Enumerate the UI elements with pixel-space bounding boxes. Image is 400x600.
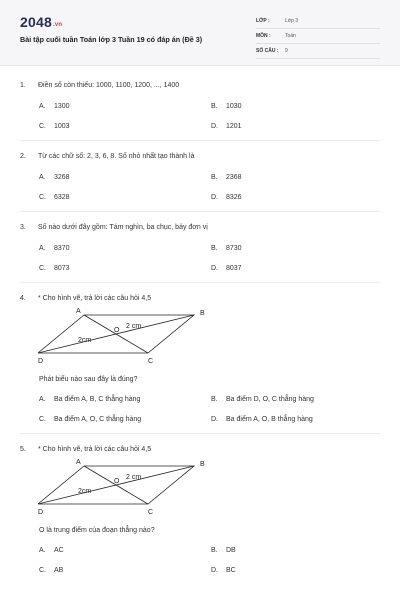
- option-text: 2368: [226, 174, 242, 181]
- question-3: [20, 212, 380, 283]
- vertex-label-a: A: [76, 308, 81, 315]
- meta-key: LỚP :: [256, 18, 270, 24]
- question-stem: Điền số còn thiếu: 1000, 1100, 1200, ..., 1400: [38, 82, 180, 89]
- segment-label-top: 2 cm: [126, 474, 142, 481]
- parallelogram-diagram: [38, 457, 218, 519]
- answer-option-c[interactable]: [39, 194, 211, 201]
- answer-option-d[interactable]: [211, 194, 383, 201]
- answer-options: [20, 103, 380, 130]
- site-logo[interactable]: [20, 14, 62, 30]
- option-text: Ba điểm D, O, C thẳng hàng: [226, 396, 314, 403]
- option-letter: B.: [211, 396, 218, 403]
- answer-option-b[interactable]: [211, 174, 383, 181]
- option-letter: A.: [39, 245, 46, 252]
- question-text: [20, 82, 380, 89]
- meta-row-subject: [256, 29, 380, 44]
- segment-label-top: 2 cm: [126, 323, 142, 330]
- parallelogram-figure: [20, 306, 380, 368]
- vertex-label-c: C: [148, 509, 154, 516]
- answer-option-d[interactable]: [211, 567, 383, 574]
- vertex-label-c: C: [148, 358, 154, 365]
- question-5: [20, 434, 380, 584]
- option-text: BC: [226, 567, 236, 574]
- option-letter: B.: [211, 174, 218, 181]
- question-4: [20, 283, 380, 434]
- question-number: 5.: [20, 446, 26, 453]
- question-stem: Số nào dưới đây gồm: Tám nghìn, ba chục, bảy đơn vị: [38, 224, 208, 231]
- option-text: 6328: [54, 194, 70, 201]
- logo-text: 2048: [20, 14, 52, 30]
- option-text: Ba điểm A, O, B thẳng hàng: [226, 416, 313, 423]
- option-letter: B.: [211, 547, 218, 554]
- answer-option-c[interactable]: [39, 416, 211, 423]
- vertex-label-b: B: [200, 461, 205, 468]
- question-number: 3.: [20, 224, 26, 231]
- answer-option-d[interactable]: [211, 265, 383, 272]
- worksheet-title: Bài tập cuối tuần Toán lớp 3 Tuần 19 có đáp án (Đề 3): [20, 35, 203, 44]
- option-text: Ba điểm A, O, C thẳng hàng: [54, 416, 142, 423]
- answer-option-b[interactable]: [211, 547, 383, 554]
- meta-row-class: [256, 14, 380, 29]
- answer-option-b[interactable]: [211, 396, 383, 403]
- segment-label-left: 2cm: [78, 337, 92, 344]
- option-text: 8073: [54, 265, 70, 272]
- option-letter: A.: [39, 103, 46, 110]
- answer-option-a[interactable]: [39, 547, 211, 554]
- meta-key: SỐ CÂU :: [256, 48, 279, 54]
- answer-option-d[interactable]: [211, 123, 383, 130]
- option-letter: B.: [211, 245, 218, 252]
- answer-option-c[interactable]: [39, 123, 211, 130]
- answer-option-a[interactable]: [39, 245, 211, 252]
- question-stem: * Cho hình vẽ, trả lời các câu hỏi 4,5: [38, 295, 152, 302]
- option-letter: D.: [211, 416, 218, 423]
- option-text: Ba điểm A, B, C thẳng hàng: [54, 396, 141, 403]
- meta-row-count: [256, 44, 380, 59]
- question-number: 4.: [20, 295, 26, 302]
- answer-options: [20, 396, 380, 423]
- worksheet-header: [0, 0, 400, 66]
- question-text: [20, 446, 380, 453]
- question-prompt: Phát biểu nào sau đây là đúng?: [39, 376, 138, 383]
- option-letter: A.: [39, 174, 46, 181]
- option-letter: C.: [39, 194, 46, 201]
- option-text: 1201: [226, 123, 242, 130]
- option-text: 1003: [54, 123, 70, 130]
- option-letter: C.: [39, 567, 46, 574]
- option-text: 8370: [54, 245, 70, 252]
- center-label-o: O: [114, 327, 120, 334]
- vertex-label-b: B: [200, 310, 205, 317]
- option-text: DB: [226, 547, 236, 554]
- question-1: [20, 66, 380, 141]
- question-stem: * Cho hình vẽ, trả lời các câu hỏi 4,5: [38, 446, 152, 453]
- option-text: AC: [54, 547, 64, 554]
- logo-suffix: .vn: [52, 22, 63, 28]
- option-letter: D.: [211, 567, 218, 574]
- meta-value: Lớp 3: [285, 18, 299, 24]
- segment-label-left: 2cm: [78, 488, 92, 495]
- option-text: 8730: [226, 245, 242, 252]
- option-letter: A.: [39, 396, 46, 403]
- meta-value: Toán: [285, 33, 296, 39]
- answer-option-a[interactable]: [39, 174, 211, 181]
- answer-option-b[interactable]: [211, 103, 383, 110]
- center-label-o: O: [114, 478, 120, 485]
- option-text: 8326: [226, 194, 242, 201]
- question-number: 2.: [20, 153, 26, 160]
- option-letter: B.: [211, 103, 218, 110]
- parallelogram-figure: [20, 457, 380, 519]
- meta-key: MÔN :: [256, 33, 271, 39]
- answer-option-b[interactable]: [211, 245, 383, 252]
- option-text: 1030: [226, 103, 242, 110]
- option-text: 3268: [54, 174, 70, 181]
- answer-options: [20, 174, 380, 201]
- option-letter: A.: [39, 547, 46, 554]
- question-2: [20, 141, 380, 212]
- answer-option-c[interactable]: [39, 567, 211, 574]
- answer-option-a[interactable]: [39, 396, 211, 403]
- option-letter: D.: [211, 265, 218, 272]
- question-text: [20, 295, 380, 302]
- answer-options: [20, 245, 380, 272]
- option-letter: C.: [39, 416, 46, 423]
- question-text: [20, 153, 380, 160]
- question-number: 1.: [20, 82, 26, 89]
- answer-option-d[interactable]: [211, 416, 383, 423]
- vertex-label-a: A: [76, 459, 81, 466]
- question-stem: Từ các chữ số: 2, 3, 6, 8. Số nhỏ nhất tạo thành là: [38, 153, 195, 160]
- worksheet-meta: [256, 14, 380, 59]
- answer-option-a[interactable]: [39, 103, 211, 110]
- question-prompt: O là trung điểm của đoạn thẳng nào?: [39, 527, 155, 534]
- option-text: AB: [54, 567, 64, 574]
- parallelogram-diagram: [38, 306, 218, 368]
- option-letter: C.: [39, 265, 46, 272]
- meta-value: 9: [285, 48, 288, 54]
- question-list: [0, 66, 400, 584]
- option-text: 1300: [54, 103, 70, 110]
- option-text: 8037: [226, 265, 242, 272]
- vertex-label-d: D: [38, 358, 44, 365]
- option-letter: D.: [211, 194, 218, 201]
- option-letter: D.: [211, 123, 218, 130]
- answer-options: [20, 547, 380, 574]
- answer-option-c[interactable]: [39, 265, 211, 272]
- question-text: [20, 224, 380, 231]
- option-letter: C.: [39, 123, 46, 130]
- vertex-label-d: D: [38, 509, 44, 516]
